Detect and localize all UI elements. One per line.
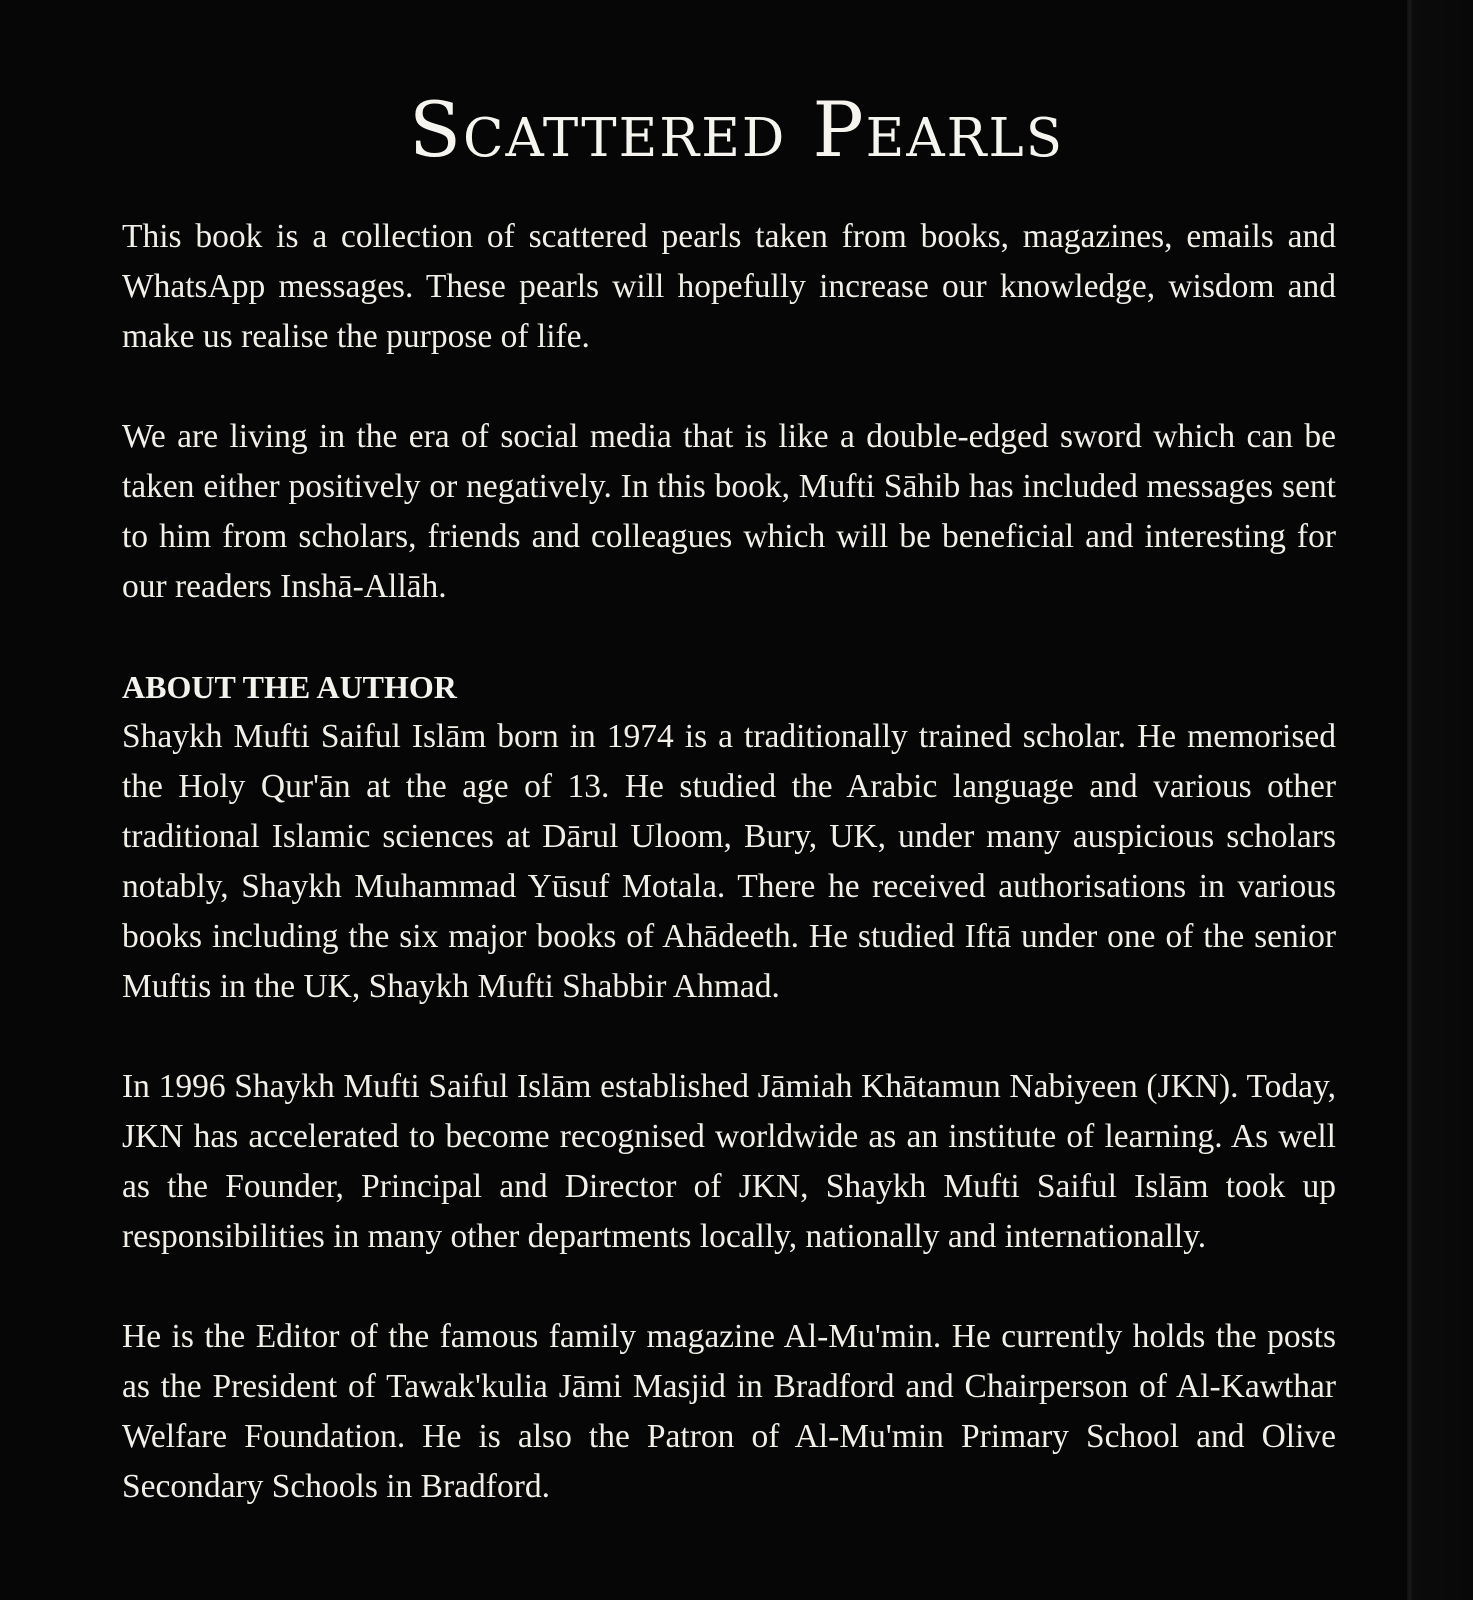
- book-spine: [1407, 0, 1473, 1600]
- about-paragraph-1: Shaykh Mufti Saiful Islām born in 1974 is a traditionally trained scholar. He memorised the Holy Qur'ān at the age of 13. He studied the Arabic language and various other traditional Islamic sciences at Dārul Uloom, Bury, UK, under many auspicious scholars notably, Shaykh Muhammad Yūsuf Motala. There he received authorisations in various books including the six major books of Ahādeeth. He studied Iftā under one of the senior Muftis in the UK, Shaykh Mufti Shabbir Ahmad.: [122, 718, 1336, 1005]
- about-paragraph-3: He is the Editor of the famous family magazine Al-Mu'min. He currently holds the posts as the President of Tawak'kulia Jāmi Masjid in Bradford and Chairperson of Al-Kawthar Welfare Foundation. He is also the Patron of Al-Mu'min Primary School and Olive Secondary Schools in Bradford.: [122, 1318, 1336, 1505]
- intro-paragraph-2: We are living in the era of social media that is like a double-edged sword which can be taken either positively or negatively. In this book, Mufti Sāhib has included messages sent to him from scholars, friends and colleagues which will be beneficial and interesting for our readers Inshā-Allāh.: [122, 418, 1336, 605]
- about-author-heading: ABOUT THE AUTHOR: [122, 669, 457, 705]
- intro-paragraph-1: This book is a collection of scattered pearls taken from books, magazines, emails and WhatsApp messages. These pearls will hopefully increase our knowledge, wisdom and make us realise the purpose of life.: [122, 218, 1336, 355]
- about-paragraph-2: In 1996 Shaykh Mufti Saiful Islām established Jāmiah Khātamun Nabiyeen (JKN). Today, JKN has accelerated to become recognised worldwide as an institute of learning. As well as the Founder, Principal and Director of JKN, Shaykh Mufti Saiful Islām took up responsibilities in many other departments locally, nationally and internationally.: [122, 1068, 1336, 1255]
- blurb-body: [122, 212, 1336, 1562]
- book-title: Scattered Pearls: [408, 85, 1065, 174]
